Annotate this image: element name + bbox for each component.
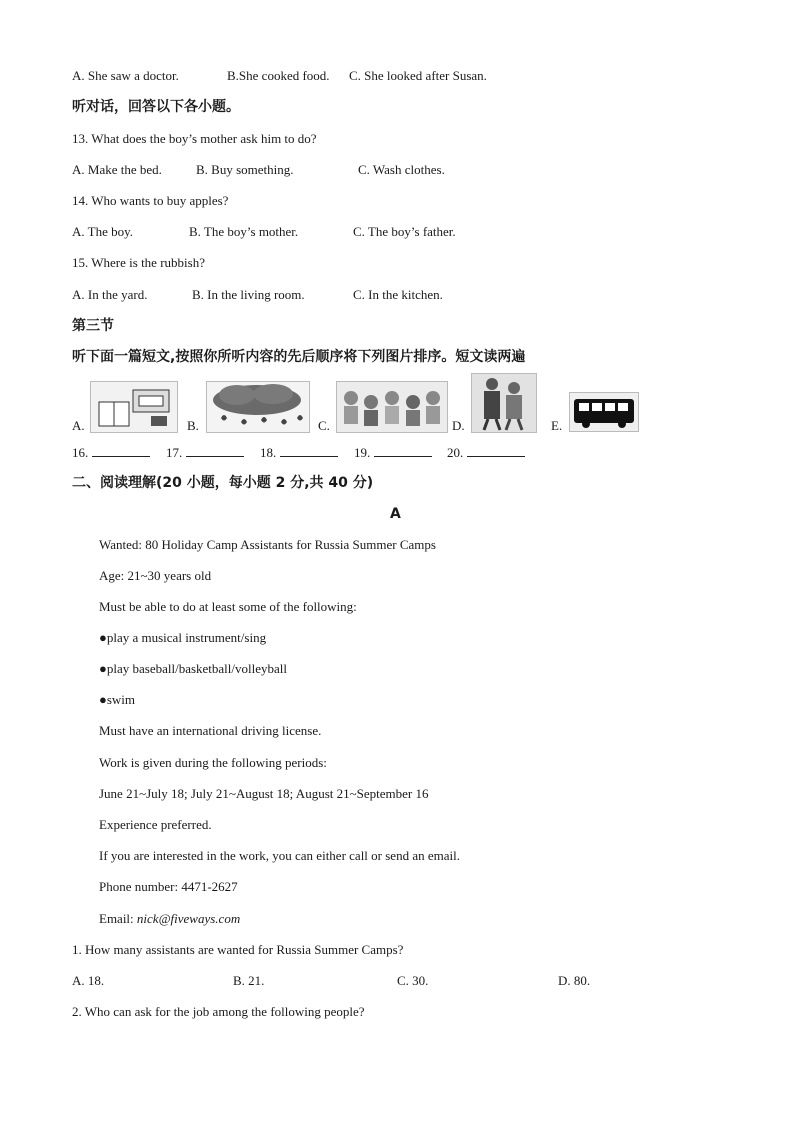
section3-instruction: 听下面一篇短文,按照你所听内容的先后顺序将下列图片排序。短文读两遍 — [72, 349, 526, 365]
prev-option-c: C. She looked after Susan. — [349, 68, 487, 83]
picture-label-d: D. — [452, 418, 465, 433]
q1-option-a: A. 18. — [72, 973, 105, 988]
passage-line: June 21~July 18; July 21~August 18; August 21~September 16 — [99, 786, 429, 801]
email-label: Email: — [99, 911, 134, 926]
question-13: 13. What does the boy’s mother ask him to do? — [72, 131, 317, 146]
q13-option-a: A. Make the bed. — [72, 162, 162, 177]
q1-option-d: D. 80. — [558, 973, 591, 988]
picture-label-b: B. — [187, 418, 199, 433]
question-14: 14. Who wants to buy apples? — [72, 193, 229, 208]
passage-line: Phone number: 4471-2627 — [99, 879, 238, 894]
q1-option-b: B. 21. — [233, 973, 265, 988]
blank-17[interactable]: 17. — [166, 444, 244, 461]
q13-option-c: C. Wash clothes. — [358, 162, 445, 177]
passage-line: ●play baseball/basketball/volleyball — [99, 661, 287, 676]
passage-line: If you are interested in the work, you can either call or send an email. — [99, 848, 460, 863]
q13-option-b: B. Buy something. — [196, 162, 294, 177]
q14-option-c: C. The boy’s father. — [353, 224, 456, 239]
picture-label-e: E. — [551, 418, 563, 433]
q14-option-a: A. The boy. — [72, 224, 134, 239]
passage-line: Must be able to do at least some of the following: — [99, 599, 357, 614]
prev-option-a: A. She saw a doctor. — [72, 68, 179, 83]
passage-line: Age: 21~30 years old — [99, 568, 212, 583]
blank-18[interactable]: 18. — [260, 444, 338, 461]
passage-line: ●swim — [99, 692, 136, 707]
email-link[interactable]: nick@fiveways.com — [136, 911, 241, 926]
blank-20[interactable]: 20. — [447, 444, 525, 461]
picture-label-c: C. — [318, 418, 330, 433]
passage-label: A — [390, 506, 401, 522]
question-2: 2. Who can ask for the job among the following people? — [72, 1004, 365, 1019]
picture-label-a: A. — [72, 418, 85, 433]
prev-option-b: B.She cooked food. — [227, 68, 330, 83]
passage-line: ●play a musical instrument/sing — [99, 630, 267, 645]
q15-option-a: A. In the yard. — [72, 287, 148, 302]
blank-19[interactable]: 19. — [354, 444, 432, 461]
section3-title: 第三节 — [72, 318, 114, 334]
question-1: 1. How many assistants are wanted for Russia Summer Camps? — [72, 942, 404, 957]
passage-line: Wanted: 80 Holiday Camp Assistants for Russia Summer Camps — [99, 537, 436, 552]
children-group-picture — [336, 381, 448, 433]
passage-line: Work is given during the following periods: — [99, 755, 327, 770]
q15-option-c: C. In the kitchen. — [353, 287, 443, 302]
listen-heading: 听对话，回答以下各小题。 — [72, 99, 240, 115]
blank-16[interactable]: 16. — [72, 444, 150, 461]
part2-heading: 二、阅读理解(20 小题，每小题 2 分,共 40 分) — [72, 475, 374, 491]
people-walking-picture — [471, 373, 537, 433]
passage-line: Experience preferred. — [99, 817, 212, 832]
email-line — [99, 911, 240, 927]
books-and-toolbox-picture — [90, 381, 178, 433]
question-15: 15. Where is the rubbish? — [72, 255, 205, 270]
q14-option-b: B. The boy’s mother. — [189, 224, 299, 239]
q15-option-b: B. In the living room. — [192, 287, 305, 302]
q1-option-c: C. 30. — [397, 973, 429, 988]
bus-picture — [569, 392, 639, 432]
rain-cloud-picture — [206, 381, 310, 433]
passage-line: Must have an international driving license. — [99, 723, 322, 738]
